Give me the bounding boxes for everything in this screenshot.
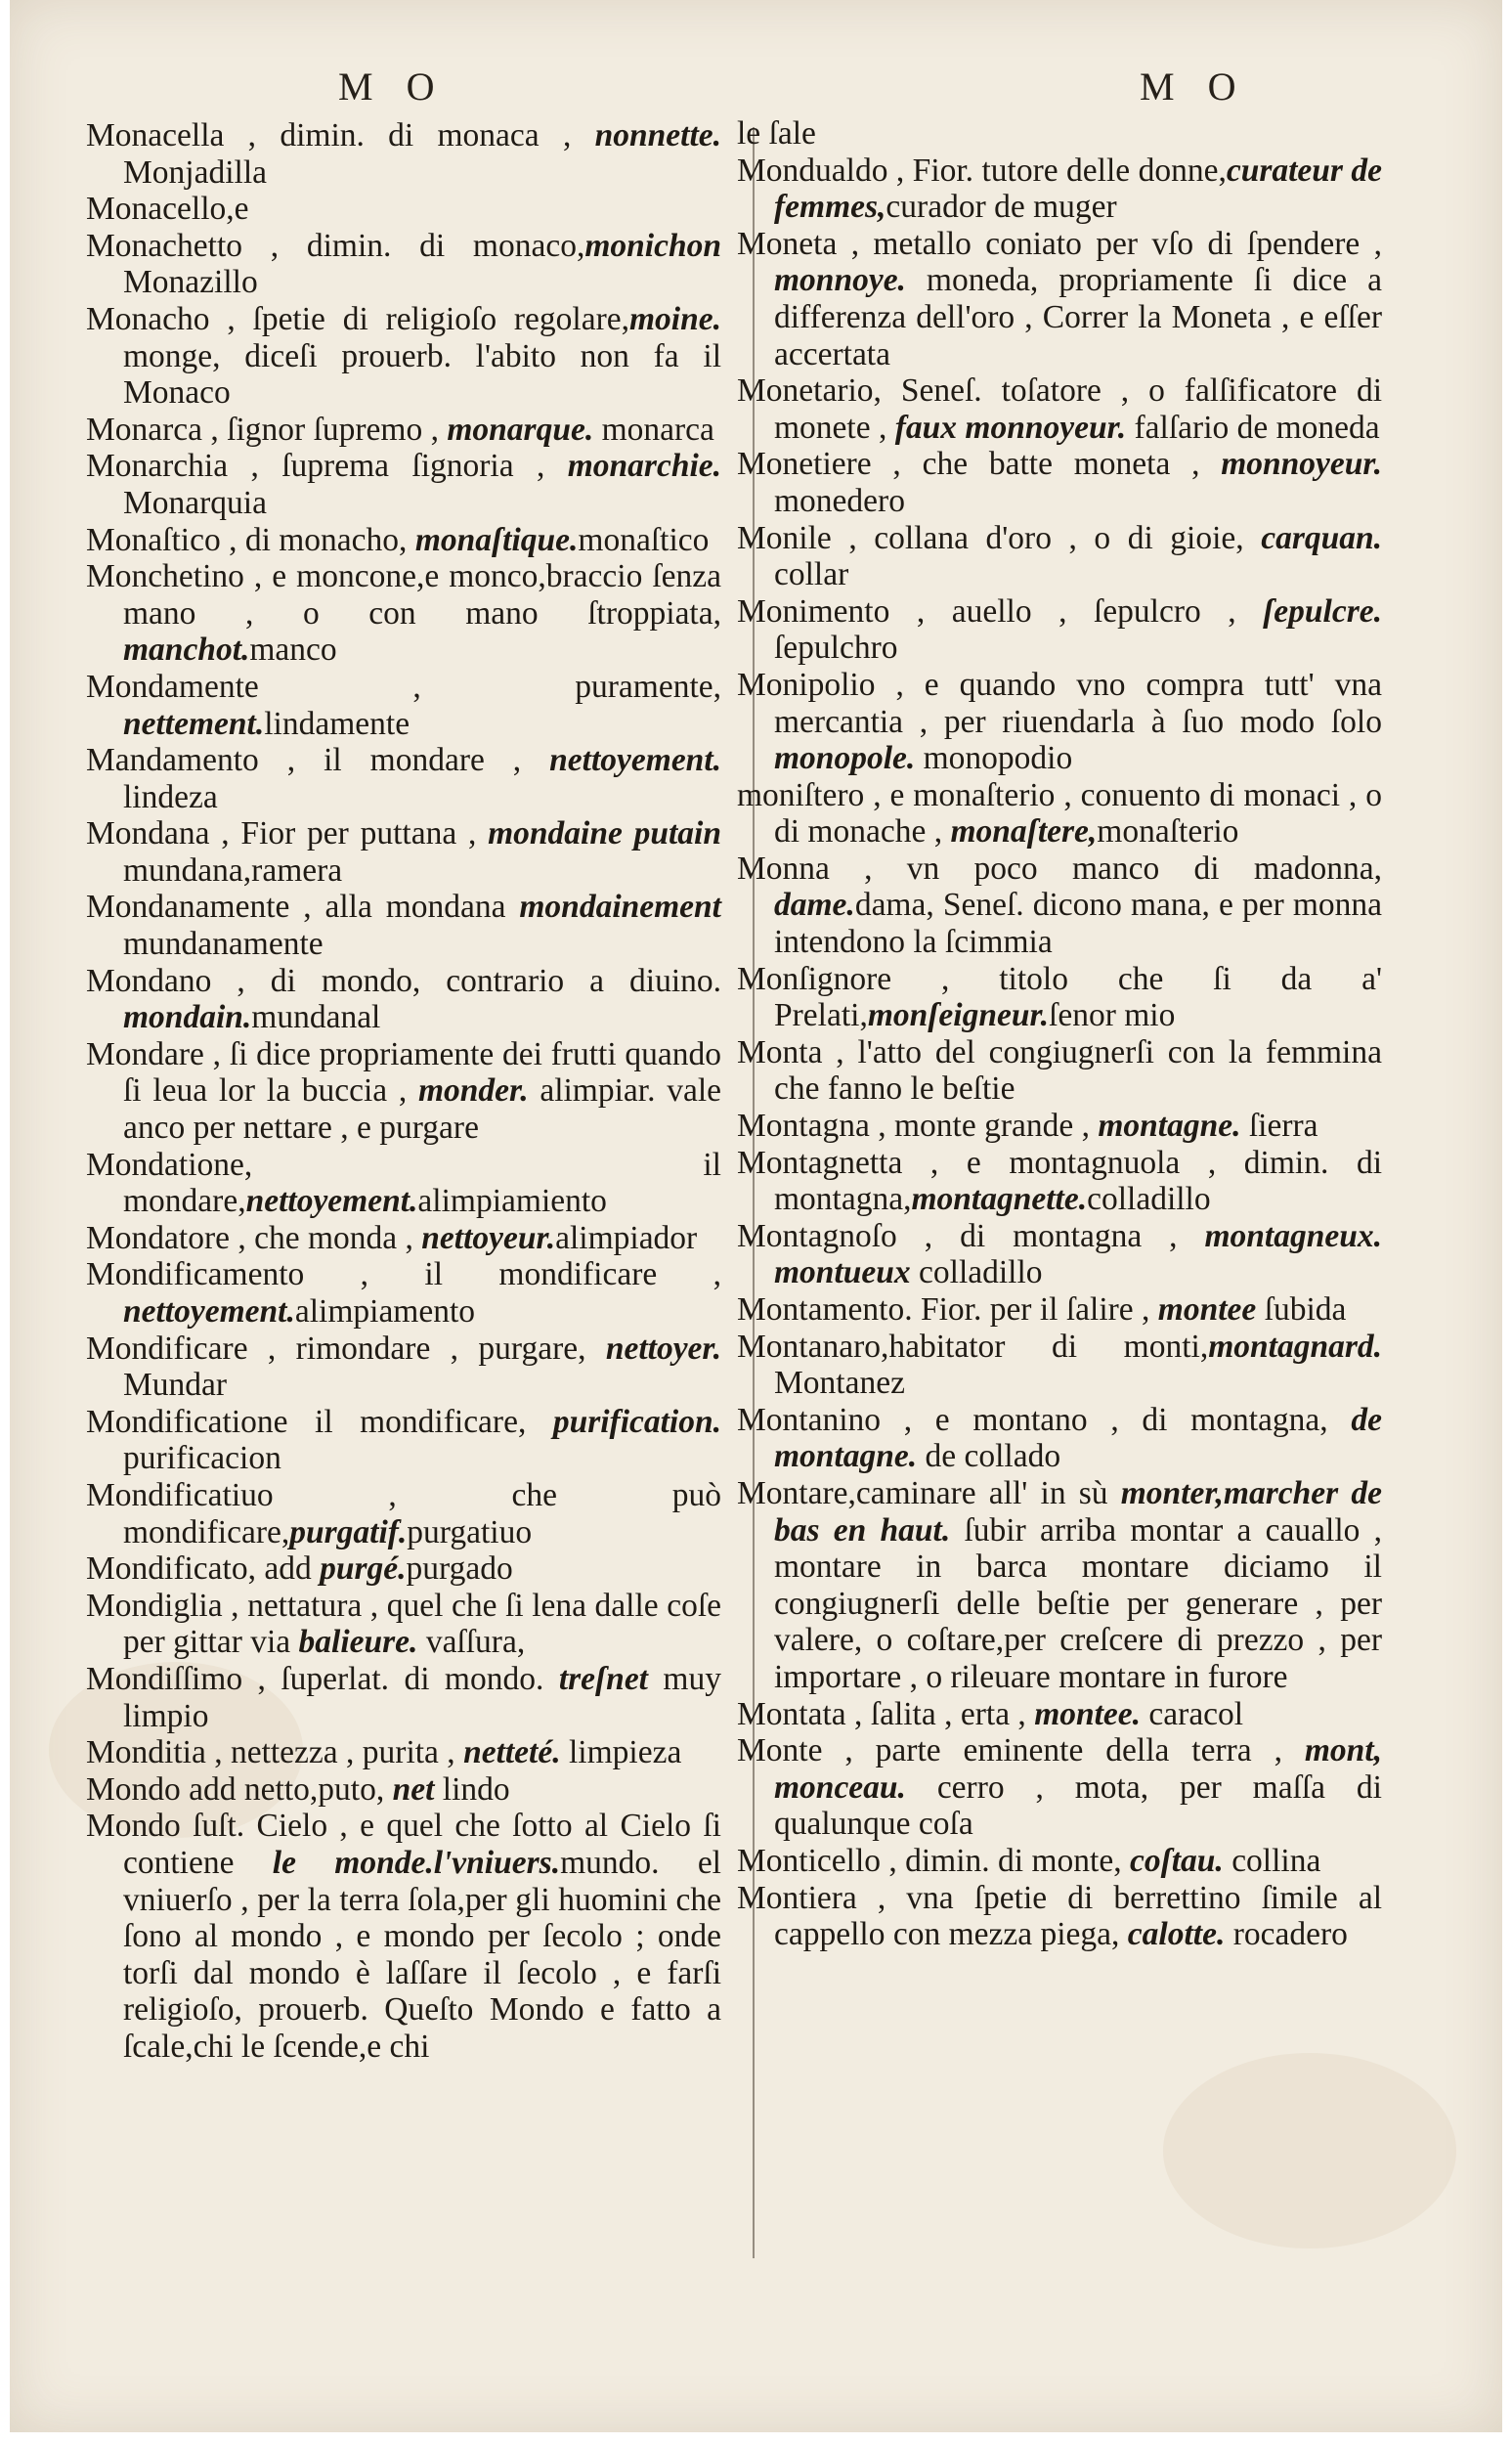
dictionary-entry: Mondificamento , il mondificare , nettoyement.alimpiamento — [86, 1256, 721, 1330]
dictionary-entry: Montare,caminare all' in sù monter,marcher de bas en haut. ſubir arriba montar a cauallo , montare in barca montare diciamo il congiugnerſi delle beſtie per generare , per valere, o coſtare,per creſcere di prezzo , per importare , o rileuare montare in furore — [737, 1474, 1383, 1695]
dictionary-entry: Mondano , di mondo, contrario a diuino. mondain.mundanal — [86, 962, 721, 1036]
dictionary-entry: Montagnoſo , di montagna , montagneux. montueux colladillo — [737, 1217, 1382, 1291]
left-column — [86, 117, 721, 2065]
dictionary-entry: Montamento. Fior. per il ſalire , montee ſubida — [737, 1291, 1347, 1328]
dictionary-entry: Mondanamente , alla mondana mondainement mundanamente — [86, 889, 721, 963]
dictionary-entry: Moneta , metallo coniato per vſo di ſpendere , monnoye. moneda, propriamente ſi dice a differenza dell'oro , Correr la Moneta , e eſſer accertata — [737, 225, 1382, 372]
dictionary-entry: Mondo add netto,puto, net lindo — [86, 1770, 510, 1808]
dictionary-entry: Monarchia , ſuprema ſignoria , monarchie. Monarquia — [86, 448, 721, 521]
dictionary-entry: Monetario, Seneſ. toſatore , o falſificatore di monete , faux monnoyeur. falſario de moneda — [737, 372, 1382, 446]
dictionary-entry: Mondare , ſi dice propriamente dei frutti quando ſi leua lor la buccia , monder. alimpiar. vale anco per nettare , e purgare — [86, 1035, 721, 1147]
dictionary-entry: Monarca , ſignor ſupremo , monarque. monarca — [86, 411, 714, 448]
dictionary-entry: Monaſtico , di monacho, monaſtique.monaſtico — [86, 521, 710, 558]
dictionary-entry: Monditia , nettezza , purita , netteté. limpieza — [86, 1734, 682, 1771]
right-column-header: M O — [1140, 65, 1248, 109]
dictionary-entry: Mondificatione il mondificare, purification. purificacion — [86, 1403, 721, 1477]
dictionary-entry: moniſtero , e monaſterio , conuento di monaci , o di monache , monaſtere,monaſterio — [737, 776, 1382, 851]
dictionary-entry: Mondificatiuo , che può mondificare,purgatif.purgatiuo — [86, 1476, 721, 1550]
dictionary-entry: Monipolio , e quando vno compra tutt' vna mercantia , per riuendarla à ſuo modo ſolo monopole. monopodio — [737, 666, 1382, 777]
dictionary-entry: Montata , ſalita , erta , montee. caracol — [737, 1695, 1244, 1732]
dictionary-entry: Monimento , auello , ſepulcro , ſepulcre. ſepulchro — [737, 592, 1382, 667]
dictionary-entry: Monſignore , titolo che ſi da a' Prelati,monſeigneur.ſenor mio — [737, 960, 1382, 1034]
right-column — [737, 115, 1382, 1953]
dictionary-entry: Mondo ſuſt. Cielo , e quel che ſotto al Cielo ſi contiene le monde.l'vniuers.mundo. el vniuerſo , per la terra ſola,per gli huomini che ſono al mondo , e mondo per ſecolo ; onde torſi dal mondo è laſſare il ſecolo , e farſi religioſo, prouerb. Queſto Mondo e fatto a ſcale,chi le ſcende,e chi — [86, 1808, 721, 2065]
dictionary-entry: Mondificato, add purgé.purgado — [86, 1550, 513, 1588]
dictionary-entry: Montanino , e montano , di montagna, de montagne. de collado — [737, 1401, 1382, 1475]
paper-stain — [1163, 2053, 1456, 2248]
dictionary-entry: le ſale — [737, 115, 816, 152]
dictionary-entry: Mondualdo , Fior. tutore delle donne,curateur de femmes,curador de muger — [737, 152, 1383, 226]
dictionary-entry: Montagnetta , e montagnuola , dimin. di montagna,montagnette.colladillo — [737, 1144, 1382, 1218]
dictionary-entry: Monachetto , dimin. di monaco,monichon Monazillo — [86, 227, 721, 301]
dictionary-entry: Monacello,e — [86, 191, 249, 228]
dictionary-entry: Monchetino , e moncone,e monco,braccio ſenza mano , o con mano ſtroppiata, manchot.manco — [86, 558, 721, 669]
dictionary-entry: Monte , parte eminente della terra , mont, monceau. cerro , mota, per maſſa di qualunque coſa — [737, 1732, 1382, 1843]
dictionary-entry: Montagna , monte grande , montagne. ſierra — [737, 1108, 1318, 1145]
dictionary-entry: Monta , l'atto del congiugnerſi con la femmina che fanno le beſtie — [737, 1033, 1382, 1108]
dictionary-entry: Mondatione, il mondare,nettoyement.alimpiamiento — [86, 1146, 721, 1220]
dictionary-entry: Mondiſſimo , ſuperlat. di mondo. treſnet muy limpio — [86, 1660, 721, 1734]
dictionary-entry: Mondamente , puramente, nettement.lindamente — [86, 668, 721, 742]
dictionary-entry: Monile , collana d'oro , o di gioie, carquan. collar — [737, 519, 1382, 593]
dictionary-entry: Mondana , Fior per puttana , mondaine putain mundana,ramera — [86, 815, 722, 889]
dictionary-entry: Monticello , dimin. di monte, coſtau. collina — [737, 1842, 1321, 1879]
dictionary-entry: Mondatore , che monda , nettoyeur.alimpiador — [86, 1219, 698, 1256]
dictionary-entry: Montanaro,habitator di monti,montagnard. Montanez — [737, 1328, 1382, 1402]
dictionary-entry: Monacella , dimin. di monaca , nonnette. Monjadilla — [86, 117, 721, 191]
left-column-header: M O — [338, 65, 447, 109]
dictionary-entry: Monna , vn poco manco di madonna, dame.dama, Seneſ. dicono mana, e per monna intendono la ſcimmia — [737, 850, 1382, 961]
book-page — [10, 0, 1502, 2432]
dictionary-entry: Monetiere , che batte moneta , monnoyeur. monedero — [737, 446, 1382, 519]
dictionary-entry: Mondificare , rimondare , purgare, nettoyer. Mundar — [86, 1330, 721, 1404]
dictionary-entry: Mandamento , il mondare , nettoyement. lindeza — [86, 742, 721, 815]
dictionary-entry: Montiera , vna ſpetie di berrettino ſimile al cappello con mezza piega, calotte. rocadero — [737, 1879, 1382, 1953]
dictionary-entry: Monacho , ſpetie di religioſo regolare,moine. monge, diceſi prouerb. l'abito non fa il Monaco — [86, 300, 721, 412]
dictionary-entry: Mondiglia , nettatura , quel che ſi lena dalle coſe per gittar via balieure. vaſſura, — [86, 1587, 721, 1661]
